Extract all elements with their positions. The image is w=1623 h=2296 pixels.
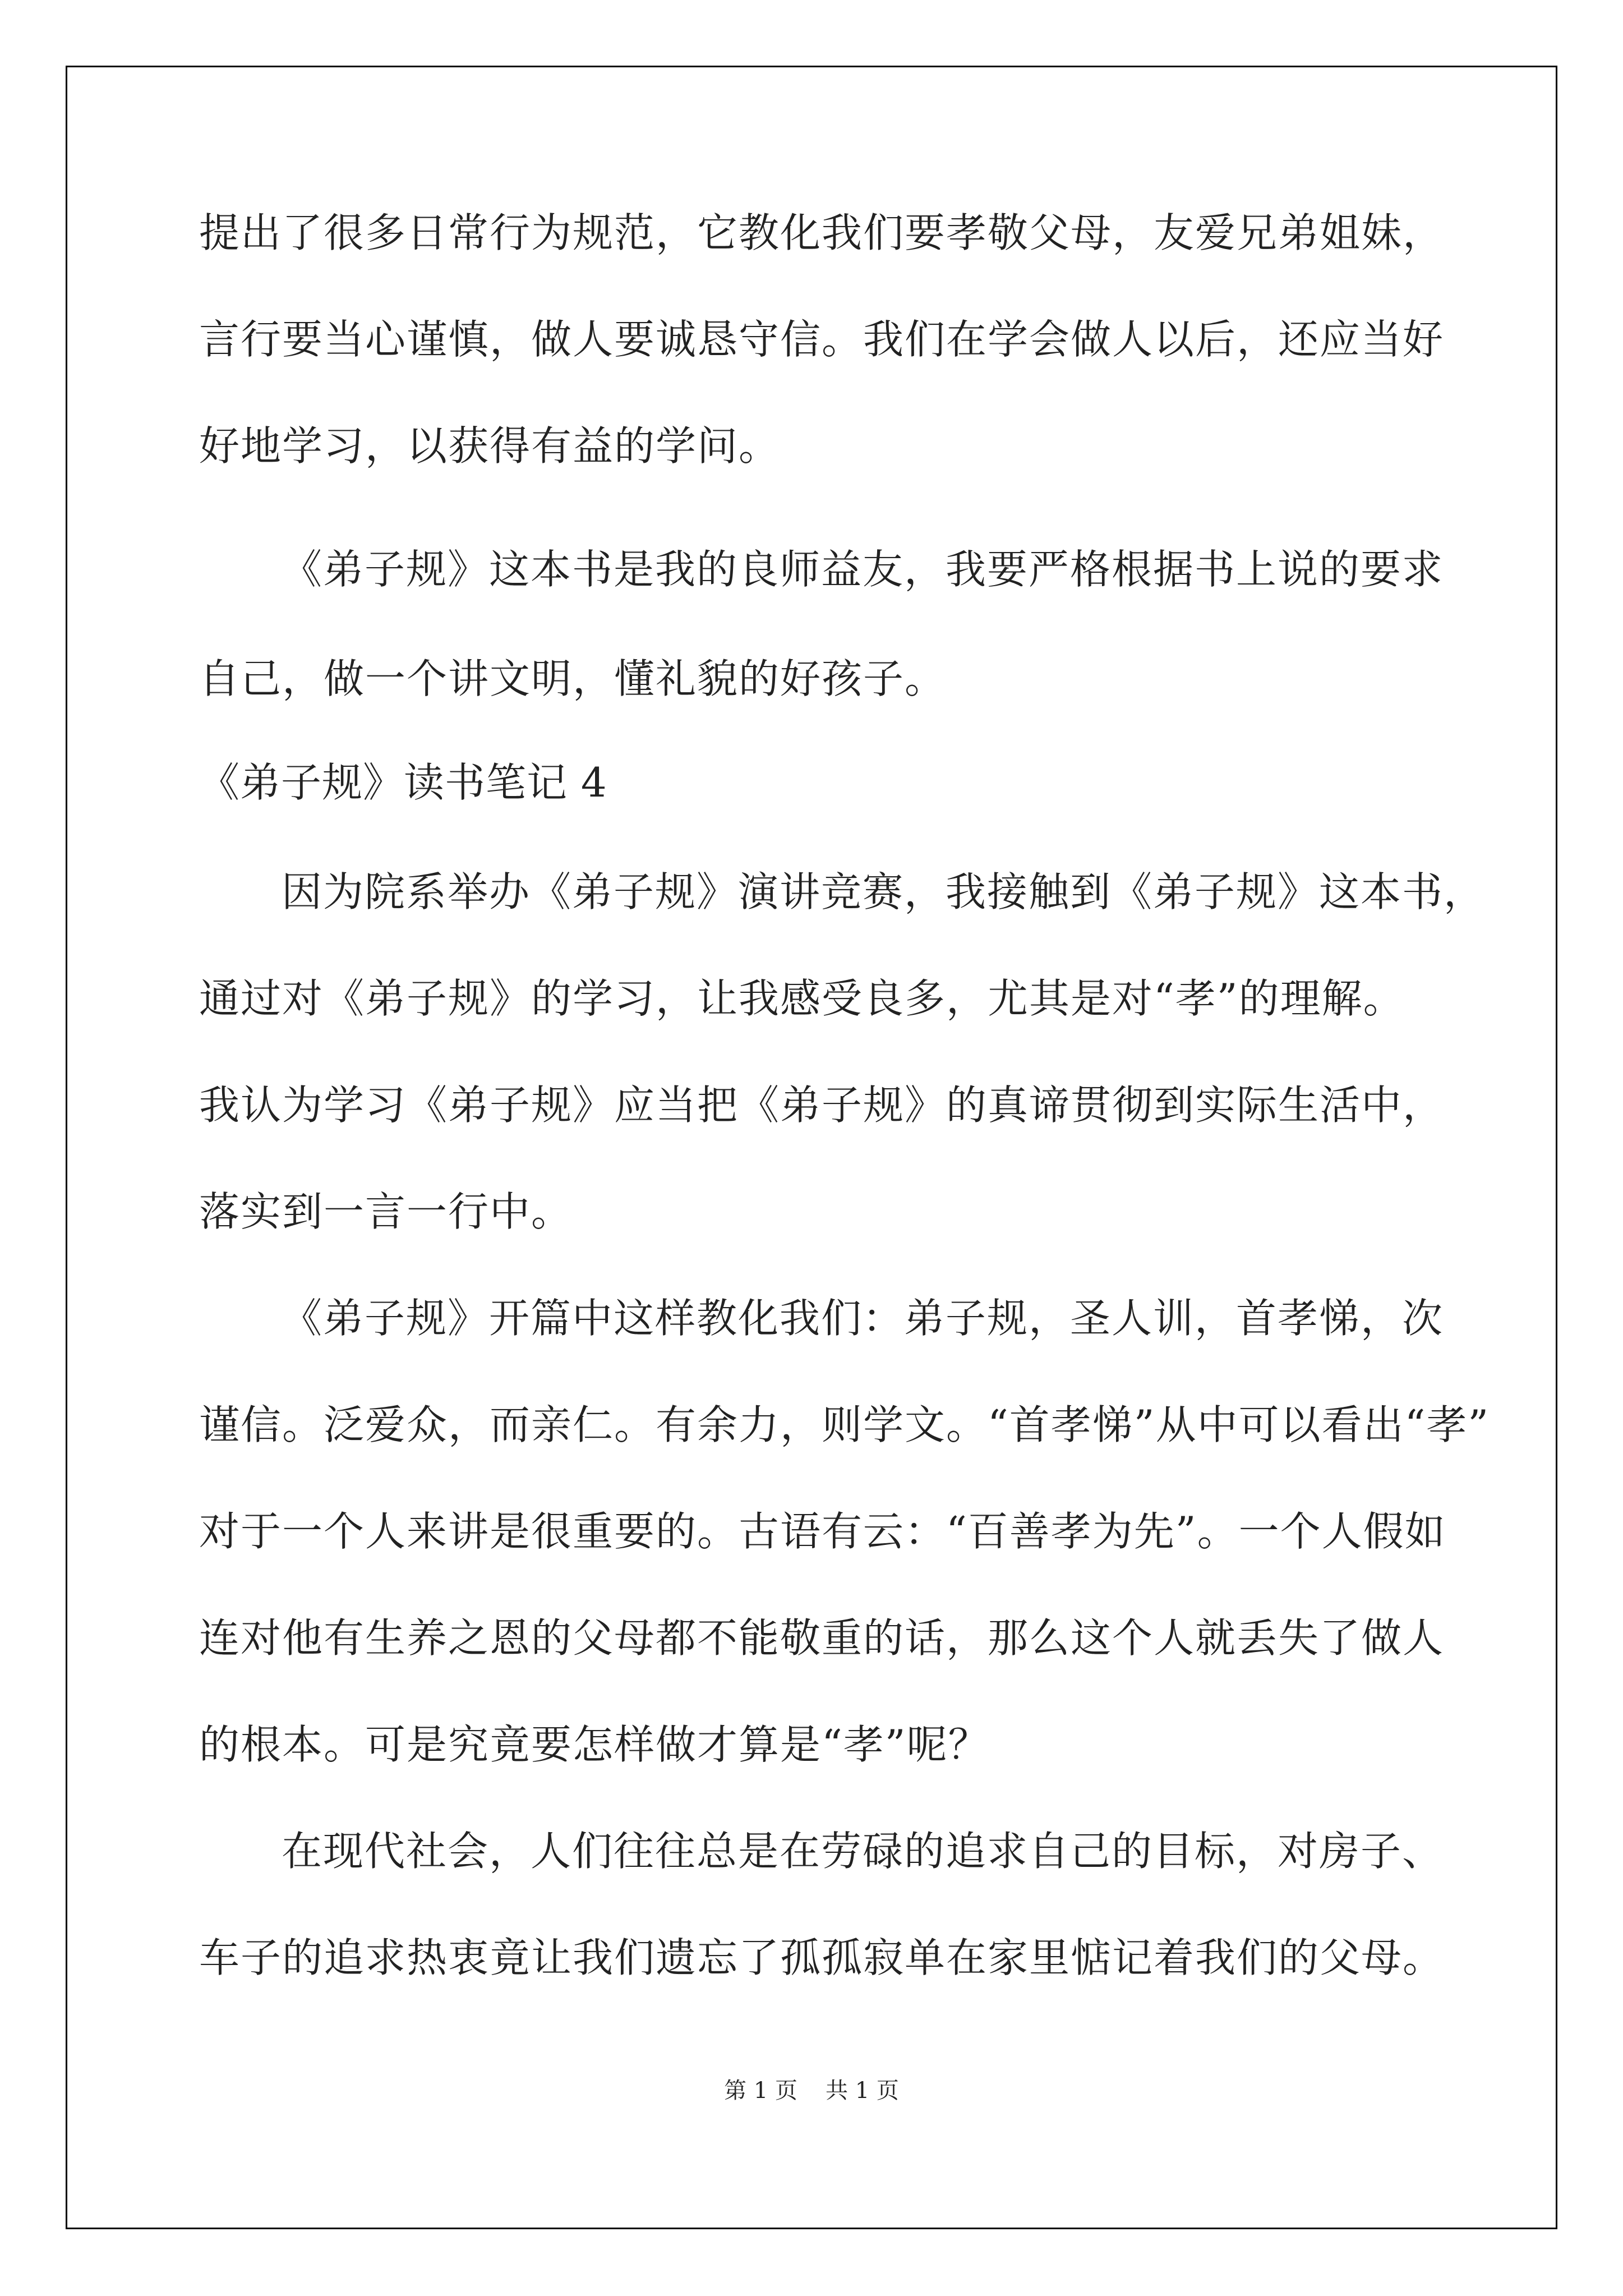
paragraph-first-line: 《弟子规》这本书是我的良师益友，我要严格根据书上说的要求 <box>282 546 1444 593</box>
page-total: 共 1 页 <box>826 2078 899 2104</box>
section-heading: 《弟子规》读书笔记 4 <box>199 759 607 806</box>
text-line: 车子的追求热衷竟让我们遗忘了孤孤寂单在家里惦记着我们的父母。 <box>199 1934 1445 1981</box>
text-line: 落实到一言一行中。 <box>199 1188 573 1235</box>
page-frame <box>66 66 1557 2229</box>
paragraph-first-line: 因为院系举办《弟子规》演讲竞赛，我接触到《弟子规》这本书， <box>282 868 1486 915</box>
text-line: 通过对《弟子规》的学习，让我感受良多，尤其是对“孝”的理解。 <box>199 975 1405 1022</box>
paragraph-first-line: 在现代社会，人们往往总是在劳碌的追求自己的目标，对房子、 <box>282 1828 1444 1875</box>
text-line: 谨信。泛爱众，而亲仁。有余力，则学文。“首孝悌”从中可以看出“孝” <box>199 1401 1490 1448</box>
text-line: 对于一个人来讲是很重要的。古语有云：“百善孝为先”。一个人假如 <box>199 1508 1446 1555</box>
text-line: 我认为学习《弟子规》应当把《弟子规》的真谛贯彻到实际生活中， <box>199 1082 1445 1129</box>
text-line: 提出了很多日常行为规范，它教化我们要孝敬父母，友爱兄弟姐妹， <box>199 209 1445 256</box>
page-footer <box>0 2074 1623 2108</box>
paragraph-first-line: 《弟子规》开篇中这样教化我们：弟子规，圣人训，首孝悌，次 <box>282 1295 1444 1342</box>
text-line: 好地学习，以获得有益的学问。 <box>199 422 781 470</box>
text-line: 连对他有生养之恩的父母都不能敬重的话，那么这个人就丢失了做人 <box>199 1614 1445 1662</box>
page-number: 第 1 页 <box>724 2078 797 2104</box>
text-line: 自己，做一个讲文明，懂礼貌的好孩子。 <box>199 655 947 702</box>
text-line: 言行要当心谨慎，做人要诚恳守信。我们在学会做人以后，还应当好 <box>199 316 1445 363</box>
text-line: 的根本。可是究竟要怎样做才算是“孝”呢？ <box>199 1721 990 1768</box>
